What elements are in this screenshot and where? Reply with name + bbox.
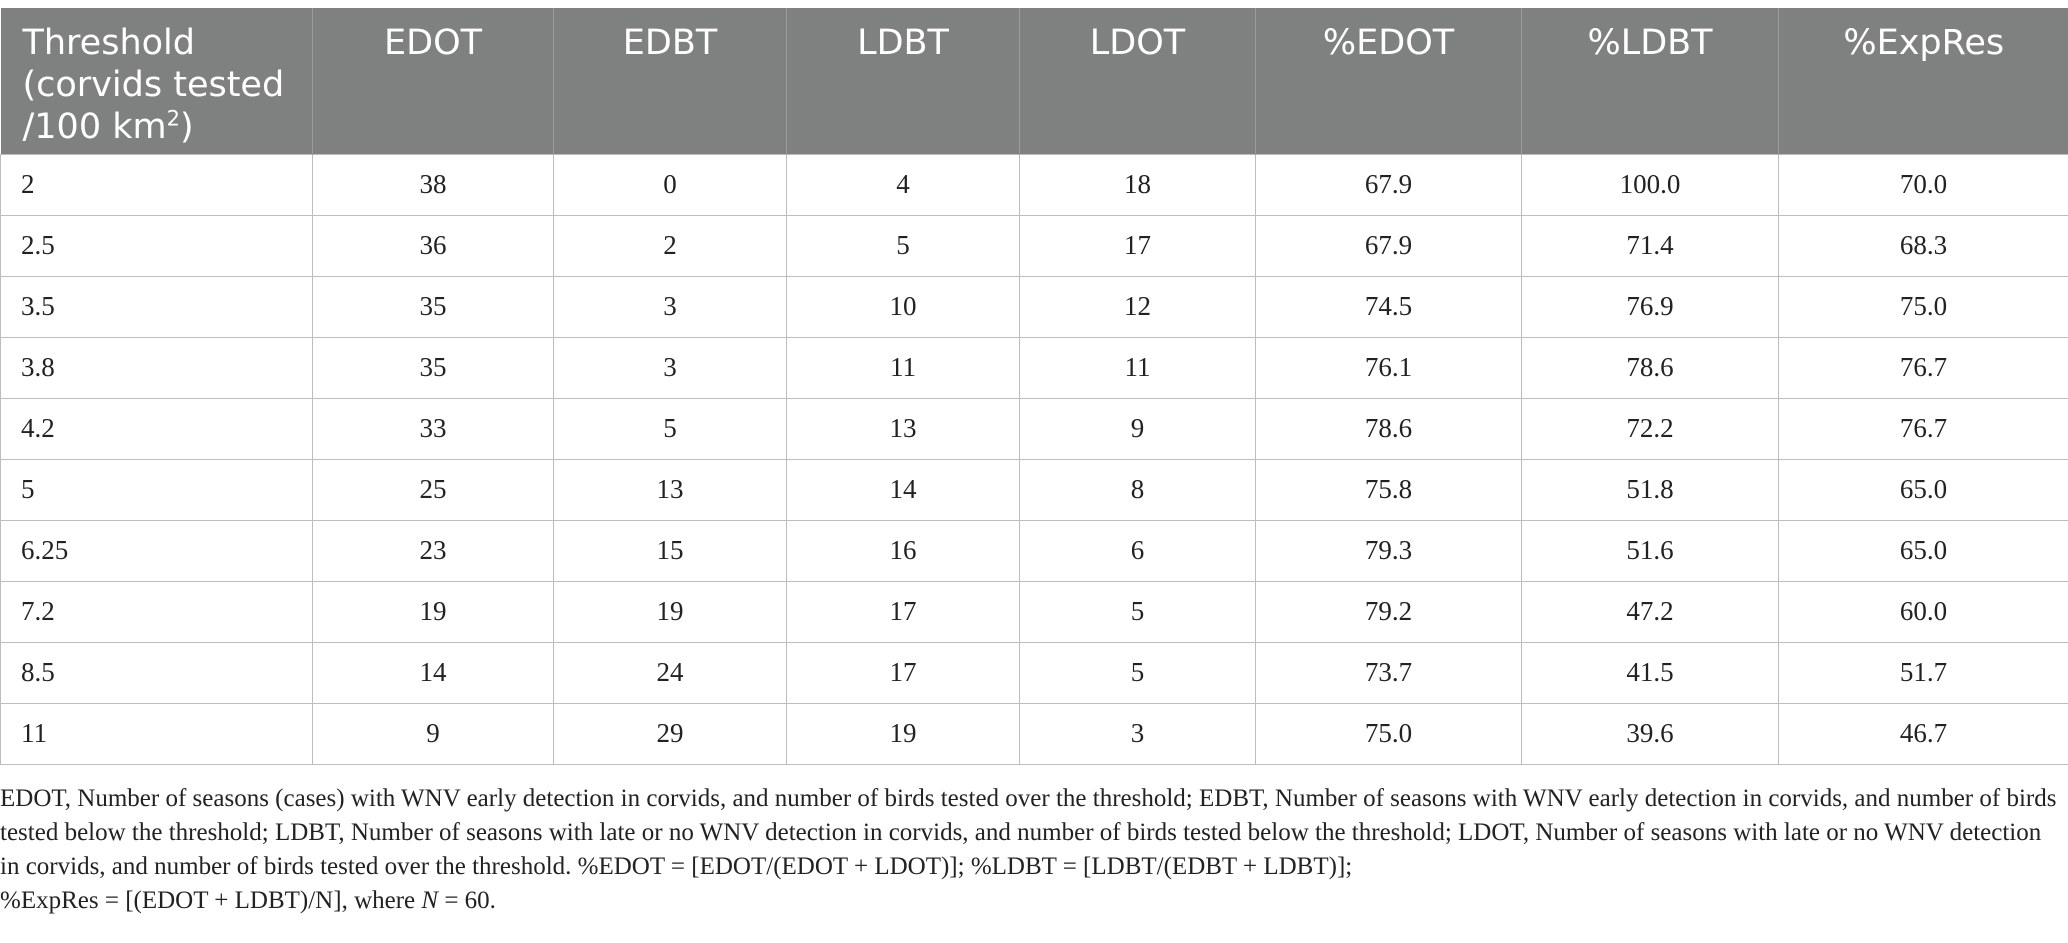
cell-pct-ldbt: 51.8 [1522,459,1779,520]
cell-pct-expres: 76.7 [1779,398,2068,459]
cell-edot: 19 [313,581,554,642]
cell-threshold: 11 [1,703,313,764]
cell-edbt: 13 [554,459,787,520]
cell-pct-edot: 75.8 [1256,459,1522,520]
cell-ldbt: 5 [787,215,1020,276]
table-row [1,703,2068,764]
cell-pct-edot: 67.9 [1256,154,1522,215]
cell-edbt: 5 [554,398,787,459]
cell-pct-edot: 67.9 [1256,215,1522,276]
cell-ldbt: 13 [787,398,1020,459]
cell-ldot: 17 [1020,215,1256,276]
table-row [1,276,2068,337]
cell-edot: 38 [313,154,554,215]
cell-threshold: 5 [1,459,313,520]
cell-edbt: 2 [554,215,787,276]
cell-threshold: 4.2 [1,398,313,459]
cell-pct-ldbt: 78.6 [1522,337,1779,398]
cell-edot: 36 [313,215,554,276]
cell-edot: 14 [313,642,554,703]
cell-edot: 35 [313,276,554,337]
cell-pct-ldbt: 51.6 [1522,520,1779,581]
cell-pct-ldbt: 100.0 [1522,154,1779,215]
table-footnote [0,782,2060,918]
cell-edbt: 3 [554,337,787,398]
header-threshold-superscript: 2 [166,106,180,131]
cell-threshold: 2 [1,154,313,215]
cell-threshold: 6.25 [1,520,313,581]
cell-threshold: 3.8 [1,337,313,398]
cell-edbt: 0 [554,154,787,215]
cell-ldot: 5 [1020,642,1256,703]
cell-edot: 35 [313,337,554,398]
header-pct-expres: %ExpRes [1779,8,2068,154]
cell-pct-expres: 65.0 [1779,459,2068,520]
cell-pct-edot: 73.7 [1256,642,1522,703]
footnote-expres-formula: %ExpRes = [(EDOT + LDBT)/N], where [0,887,422,914]
footnote-n-symbol: N [421,887,439,914]
table-row [1,154,2068,215]
cell-pct-expres: 51.7 [1779,642,2068,703]
header-threshold-line1: Threshold [22,23,195,63]
cell-pct-ldbt: 47.2 [1522,581,1779,642]
results-table [0,8,2068,765]
cell-ldot: 12 [1020,276,1256,337]
cell-ldot: 8 [1020,459,1256,520]
cell-edbt: 15 [554,520,787,581]
cell-pct-expres: 60.0 [1779,581,2068,642]
header-threshold [1,8,313,154]
cell-pct-edot: 75.0 [1256,703,1522,764]
header-threshold-line3: /100 km [22,107,167,147]
cell-pct-expres: 76.7 [1779,337,2068,398]
table-row [1,520,2068,581]
table-header-row [1,8,2068,154]
cell-edbt: 29 [554,703,787,764]
cell-edot: 33 [313,398,554,459]
cell-ldot: 9 [1020,398,1256,459]
table-row [1,215,2068,276]
cell-edbt: 19 [554,581,787,642]
cell-ldbt: 4 [787,154,1020,215]
cell-pct-expres: 65.0 [1779,520,2068,581]
footnote-definitions: EDOT, Number of seasons (cases) with WNV early detection in corvids, and number of birds tested over the threshold; EDBT, Number of seasons with WNV early detection in corvids, and number of birds tested below the threshold; LDBT, Number of seasons with late or no WNV detection in corvids, and number of birds tested below the threshold; LDOT, Number of seasons with late or no WNV detection in corvids, and number of birds tested over the threshold. %EDOT = [EDOT/(EDOT + LDOT)]; %LDBT = [LDBT/(EDBT + LDBT)]; [0,785,2057,880]
cell-ldbt: 17 [787,642,1020,703]
cell-pct-ldbt: 72.2 [1522,398,1779,459]
cell-ldbt: 10 [787,276,1020,337]
cell-ldot: 6 [1020,520,1256,581]
header-ldot: LDOT [1020,8,1256,154]
cell-edot: 25 [313,459,554,520]
cell-pct-edot: 74.5 [1256,276,1522,337]
cell-edbt: 24 [554,642,787,703]
cell-edbt: 3 [554,276,787,337]
cell-pct-expres: 70.0 [1779,154,2068,215]
table-row [1,337,2068,398]
table-row [1,398,2068,459]
cell-threshold: 7.2 [1,581,313,642]
cell-pct-expres: 46.7 [1779,703,2068,764]
header-edot: EDOT [313,8,554,154]
cell-ldot: 3 [1020,703,1256,764]
cell-ldbt: 14 [787,459,1020,520]
table-row [1,642,2068,703]
cell-pct-edot: 76.1 [1256,337,1522,398]
cell-pct-ldbt: 41.5 [1522,642,1779,703]
cell-ldbt: 16 [787,520,1020,581]
table-row [1,459,2068,520]
cell-pct-ldbt: 39.6 [1522,703,1779,764]
table-row [1,581,2068,642]
header-edbt: EDBT [554,8,787,154]
cell-threshold: 3.5 [1,276,313,337]
cell-ldbt: 19 [787,703,1020,764]
cell-threshold: 8.5 [1,642,313,703]
cell-ldot: 11 [1020,337,1256,398]
header-pct-edot: %EDOT [1256,8,1522,154]
cell-pct-expres: 68.3 [1779,215,2068,276]
cell-ldbt: 17 [787,581,1020,642]
header-pct-ldbt: %LDBT [1522,8,1779,154]
cell-threshold: 2.5 [1,215,313,276]
header-ldbt: LDBT [787,8,1020,154]
header-threshold-close: ) [179,107,194,147]
cell-edot: 23 [313,520,554,581]
footnote-n-value: = 60. [438,887,496,914]
cell-ldot: 5 [1020,581,1256,642]
cell-ldot: 18 [1020,154,1256,215]
cell-pct-edot: 79.3 [1256,520,1522,581]
cell-ldbt: 11 [787,337,1020,398]
cell-pct-edot: 78.6 [1256,398,1522,459]
header-threshold-line2: (corvids tested [22,65,285,105]
cell-pct-ldbt: 76.9 [1522,276,1779,337]
cell-pct-expres: 75.0 [1779,276,2068,337]
cell-pct-ldbt: 71.4 [1522,215,1779,276]
cell-edot: 9 [313,703,554,764]
cell-pct-edot: 79.2 [1256,581,1522,642]
